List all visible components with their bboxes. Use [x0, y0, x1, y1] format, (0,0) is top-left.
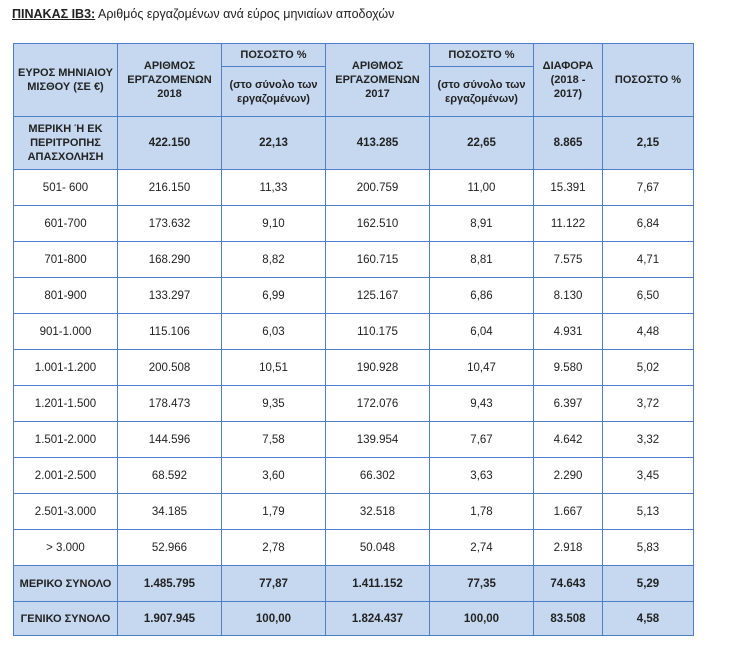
cell-diff-pct: 7,67 [603, 170, 694, 206]
cell-diff: 15.391 [534, 170, 603, 206]
cell-pct-2018: 11,33 [222, 170, 326, 206]
cell-diff-pct: 5,02 [603, 350, 694, 386]
cell-count-2018: 144.596 [118, 422, 222, 458]
cell-pct-2018: 22,13 [222, 117, 326, 170]
cell-count-2018: 422.150 [118, 117, 222, 170]
cell-diff: 83.508 [534, 602, 603, 636]
cell-diff: 2.918 [534, 530, 603, 566]
cell-pct-2017: 100,00 [430, 602, 534, 636]
cell-diff: 2.290 [534, 458, 603, 494]
cell-range: 1.001-1.200 [14, 350, 118, 386]
cell-range: ΜΕΡΙΚΟ ΣΥΝΟΛΟ [14, 566, 118, 602]
cell-pct-2017: 2,74 [430, 530, 534, 566]
cell-diff: 7.575 [534, 242, 603, 278]
cell-count-2017: 1.411.152 [326, 566, 430, 602]
header-range: ΕΥΡΟΣ ΜΗΝΙΑΙΟΥ ΜΙΣΘΟΥ (ΣΕ €) [14, 44, 118, 117]
cell-pct-2018: 100,00 [222, 602, 326, 636]
cell-count-2017: 413.285 [326, 117, 430, 170]
cell-count-2017: 1.824.437 [326, 602, 430, 636]
table-row [14, 386, 694, 422]
cell-pct-2018: 9,35 [222, 386, 326, 422]
table-row [14, 170, 694, 206]
table-row [14, 422, 694, 458]
cell-range: 701-800 [14, 242, 118, 278]
cell-count-2017: 110.175 [326, 314, 430, 350]
cell-pct-2017: 8,91 [430, 206, 534, 242]
cell-count-2018: 200.508 [118, 350, 222, 386]
cell-diff-pct: 5,83 [603, 530, 694, 566]
cell-count-2018: 1.485.795 [118, 566, 222, 602]
table-row [14, 350, 694, 386]
cell-count-2017: 50.048 [326, 530, 430, 566]
header-pct-2018-title: ΠΟΣΟΣΤΟ % [222, 44, 326, 67]
cell-count-2017: 200.759 [326, 170, 430, 206]
header-pct-2018-sub: (στο σύνολο των εργαζομένων) [222, 67, 326, 117]
cell-diff-pct: 3,32 [603, 422, 694, 458]
cell-diff: 6.397 [534, 386, 603, 422]
cell-diff-pct: 6,84 [603, 206, 694, 242]
cell-range: 901-1.000 [14, 314, 118, 350]
cell-pct-2018: 10,51 [222, 350, 326, 386]
cell-diff: 11.122 [534, 206, 603, 242]
subtotal-row [14, 566, 694, 602]
cell-count-2017: 162.510 [326, 206, 430, 242]
cell-count-2017: 190.928 [326, 350, 430, 386]
cell-pct-2017: 1,78 [430, 494, 534, 530]
caption-text: Αριθμός εργαζομένων ανά εύρος μηνιαίων αποδοχών [95, 7, 395, 21]
table-row [14, 530, 694, 566]
cell-count-2017: 172.076 [326, 386, 430, 422]
cell-pct-2017: 77,35 [430, 566, 534, 602]
cell-diff: 4.642 [534, 422, 603, 458]
cell-range: 2.501-3.000 [14, 494, 118, 530]
cell-pct-2018: 77,87 [222, 566, 326, 602]
table-row [14, 458, 694, 494]
header-diff-pct: ΠΟΣΟΣΤΟ % [603, 44, 694, 117]
cell-pct-2018: 8,82 [222, 242, 326, 278]
table-row [14, 314, 694, 350]
cell-range: ΜΕΡΙΚΗ Ή ΕΚ ΠΕΡΙΤΡΟΠΗΣ ΑΠΑΣΧΟΛΗΣΗ [14, 117, 118, 170]
cell-count-2018: 173.632 [118, 206, 222, 242]
cell-count-2017: 139.954 [326, 422, 430, 458]
cell-count-2018: 216.150 [118, 170, 222, 206]
cell-diff: 9.580 [534, 350, 603, 386]
table-row [14, 206, 694, 242]
cell-pct-2017: 11,00 [430, 170, 534, 206]
cell-diff-pct: 5,13 [603, 494, 694, 530]
cell-pct-2017: 9,43 [430, 386, 534, 422]
cell-count-2018: 115.106 [118, 314, 222, 350]
header-pct-2017-title: ΠΟΣΟΣΤΟ % [430, 44, 534, 67]
header-pct-2017-sub: (στο σύνολο των εργαζομένων) [430, 67, 534, 117]
table-caption [12, 7, 394, 21]
cell-range: 501- 600 [14, 170, 118, 206]
cell-count-2018: 34.185 [118, 494, 222, 530]
cell-pct-2018: 6,03 [222, 314, 326, 350]
cell-pct-2018: 2,78 [222, 530, 326, 566]
cell-count-2017: 66.302 [326, 458, 430, 494]
cell-count-2018: 52.966 [118, 530, 222, 566]
cell-diff: 4.931 [534, 314, 603, 350]
cell-range: 1.501-2.000 [14, 422, 118, 458]
total-row [14, 602, 694, 636]
caption-label: ΠΙΝΑΚΑΣ ΙΒ3: [12, 7, 96, 21]
cell-count-2018: 133.297 [118, 278, 222, 314]
cell-diff: 74.643 [534, 566, 603, 602]
header-count-2018: ΑΡΙΘΜΟΣ ΕΡΓΑΖΟΜΕΝΩΝ 2018 [118, 44, 222, 117]
cell-diff-pct: 3,72 [603, 386, 694, 422]
cell-diff-pct: 4,48 [603, 314, 694, 350]
employees-by-salary-table [13, 43, 694, 636]
cell-pct-2018: 3,60 [222, 458, 326, 494]
cell-pct-2018: 1,79 [222, 494, 326, 530]
cell-range: 801-900 [14, 278, 118, 314]
cell-pct-2018: 9,10 [222, 206, 326, 242]
cell-count-2018: 168.290 [118, 242, 222, 278]
cell-count-2017: 32.518 [326, 494, 430, 530]
table-row [14, 117, 694, 170]
cell-pct-2017: 22,65 [430, 117, 534, 170]
cell-count-2018: 178.473 [118, 386, 222, 422]
cell-pct-2017: 8,81 [430, 242, 534, 278]
cell-diff-pct: 2,15 [603, 117, 694, 170]
cell-pct-2018: 6,99 [222, 278, 326, 314]
cell-diff: 8.130 [534, 278, 603, 314]
cell-range: > 3.000 [14, 530, 118, 566]
table-row [14, 242, 694, 278]
cell-pct-2018: 7,58 [222, 422, 326, 458]
header-count-2017: ΑΡΙΘΜΟΣ ΕΡΓΑΖΟΜΕΝΩΝ 2017 [326, 44, 430, 117]
cell-pct-2017: 10,47 [430, 350, 534, 386]
cell-diff-pct: 4,71 [603, 242, 694, 278]
cell-count-2018: 68.592 [118, 458, 222, 494]
cell-diff-pct: 5,29 [603, 566, 694, 602]
table-row [14, 494, 694, 530]
cell-pct-2017: 6,04 [430, 314, 534, 350]
cell-diff-pct: 4,58 [603, 602, 694, 636]
cell-count-2018: 1.907.945 [118, 602, 222, 636]
cell-count-2017: 125.167 [326, 278, 430, 314]
cell-range: 601-700 [14, 206, 118, 242]
cell-pct-2017: 6,86 [430, 278, 534, 314]
cell-diff: 1.667 [534, 494, 603, 530]
cell-count-2017: 160.715 [326, 242, 430, 278]
cell-range: 2.001-2.500 [14, 458, 118, 494]
cell-range: ΓΕΝΙΚΟ ΣΥΝΟΛΟ [14, 602, 118, 636]
cell-pct-2017: 7,67 [430, 422, 534, 458]
header-diff: ΔΙΑΦΟΡΑ (2018 - 2017) [534, 44, 603, 117]
table-row [14, 278, 694, 314]
cell-diff-pct: 3,45 [603, 458, 694, 494]
cell-diff-pct: 6,50 [603, 278, 694, 314]
cell-diff: 8.865 [534, 117, 603, 170]
cell-range: 1.201-1.500 [14, 386, 118, 422]
cell-pct-2017: 3,63 [430, 458, 534, 494]
